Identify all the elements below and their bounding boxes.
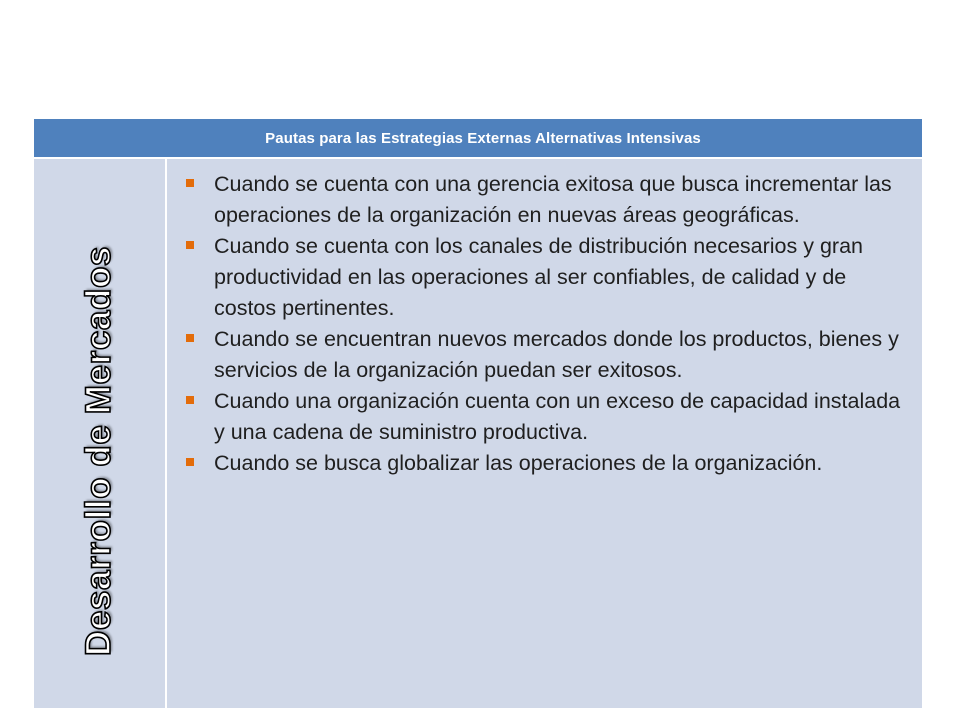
strategy-title-container (34, 159, 165, 708)
strategy-table (34, 119, 922, 708)
strategy-title-cell (34, 159, 165, 708)
strategy-title: Desarrollo de Mercados (79, 245, 118, 657)
square-bullet-icon (186, 241, 194, 249)
guideline-text: Cuando se cuenta con una gerencia exitosa que busca incrementar las operaciones de la organización en nuevas áreas geográficas. (214, 172, 892, 227)
guidelines-list (177, 169, 907, 479)
guideline-item (177, 386, 907, 448)
guideline-item (177, 231, 907, 324)
guideline-item (177, 448, 907, 479)
guideline-text: Cuando una organización cuenta con un exceso de capacidad instalada y una cadena de suministro productiva. (214, 389, 901, 444)
guideline-text: Cuando se encuentran nuevos mercados donde los productos, bienes y servicios de la organización puedan ser exitosos. (214, 327, 899, 382)
square-bullet-icon (186, 334, 194, 342)
table-header-title: Pautas para las Estrategias Externas Alternativas Intensivas (265, 129, 701, 147)
table-header (34, 119, 922, 157)
square-bullet-icon (186, 396, 194, 404)
square-bullet-icon (186, 179, 194, 187)
square-bullet-icon (186, 458, 194, 466)
guidelines-cell (167, 159, 922, 708)
guideline-text: Cuando se busca globalizar las operaciones de la organización. (214, 451, 823, 475)
guideline-item (177, 324, 907, 386)
guideline-item (177, 169, 907, 231)
guideline-text: Cuando se cuenta con los canales de distribución necesarios y gran productividad en las operaciones al ser confiables, de calidad y de costos pertinentes. (214, 234, 863, 320)
